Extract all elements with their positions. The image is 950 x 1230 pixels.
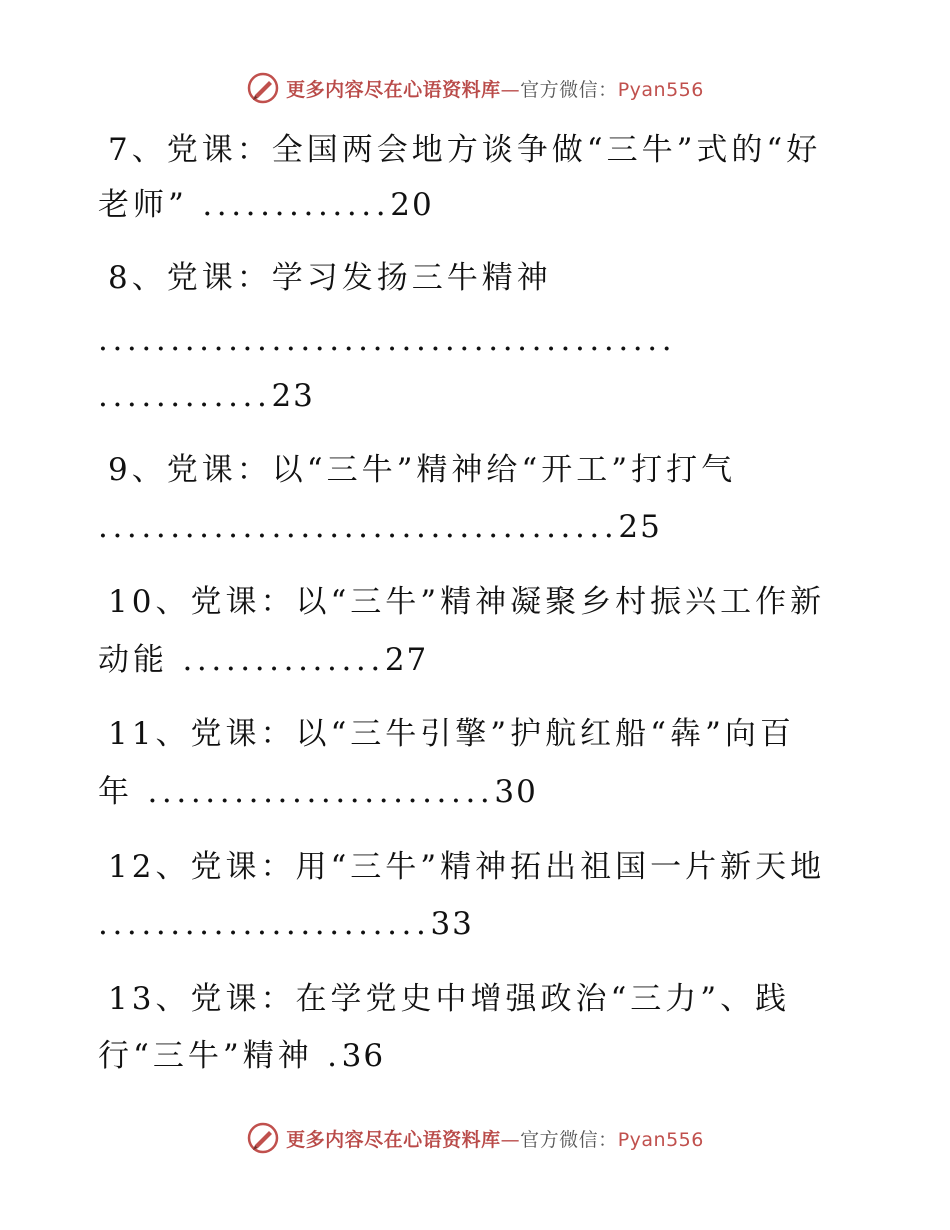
watermark-handle: Pyan556 [617, 78, 704, 101]
toc-entry-9-line-2: ....................................25 [98, 509, 662, 545]
toc-entry-13-line-2: 行“三牛”精神 .36 [98, 1038, 386, 1074]
toc-page-number: 36 [341, 1038, 386, 1074]
pen-logo-icon [246, 1121, 280, 1155]
watermark-handle: Pyan556 [617, 1128, 704, 1151]
toc-entry-7-line-1: 7、党课：全国两会地方谈争做“三牛”式的“好 [108, 132, 822, 168]
toc-entry-11-line-1: 11、党课：以“三牛引擎”护航红船“犇”向百 [108, 716, 795, 752]
toc-page-number: 20 [390, 187, 434, 223]
toc-entry-7-line-2: 老师” .............20 [98, 187, 434, 223]
watermark-separator: — [500, 1128, 521, 1151]
toc-entry-10-line-1: 10、党课：以“三牛”精神凝聚乡村振兴工作新 [108, 584, 826, 620]
toc-entry-11-line-2: 年 ........................30 [98, 774, 538, 810]
watermark-separator: — [500, 78, 521, 101]
toc-entry-8-line-3: ............23 [98, 378, 315, 414]
toc-entry-12-line-1: 12、党课：用“三牛”精神拓出祖国一片新天地 [108, 849, 826, 885]
toc-page-number: 27 [384, 642, 429, 678]
toc-page-number: 30 [494, 774, 538, 810]
header-watermark [0, 68, 950, 108]
pen-logo-icon [246, 71, 280, 105]
watermark-label: 官方微信： [520, 78, 618, 101]
watermark-label: 官方微信： [520, 1128, 618, 1151]
toc-entry-9-line-1: 9、党课：以“三牛”精神给“开工”打打气 [108, 452, 737, 488]
footer-watermark [0, 1118, 950, 1158]
toc-page-number: 23 [271, 378, 315, 414]
toc-entry-10-line-2: 动能 ..............27 [98, 642, 429, 678]
toc-entry-8-line-2: ........................................ [98, 322, 677, 358]
watermark-text: 更多内容尽在心语资料库 [286, 78, 501, 101]
toc-page-number: 33 [430, 906, 474, 942]
watermark-text: 更多内容尽在心语资料库 [286, 1128, 501, 1151]
toc-entry-13-line-1: 13、党课：在学党史中增强政治“三力”、践 [108, 981, 791, 1017]
toc-page-number: 25 [618, 509, 662, 545]
toc-entry-12-line-2: .......................33 [98, 906, 474, 942]
toc-entry-8-line-1: 8、党课：学习发扬三牛精神 [108, 260, 552, 296]
